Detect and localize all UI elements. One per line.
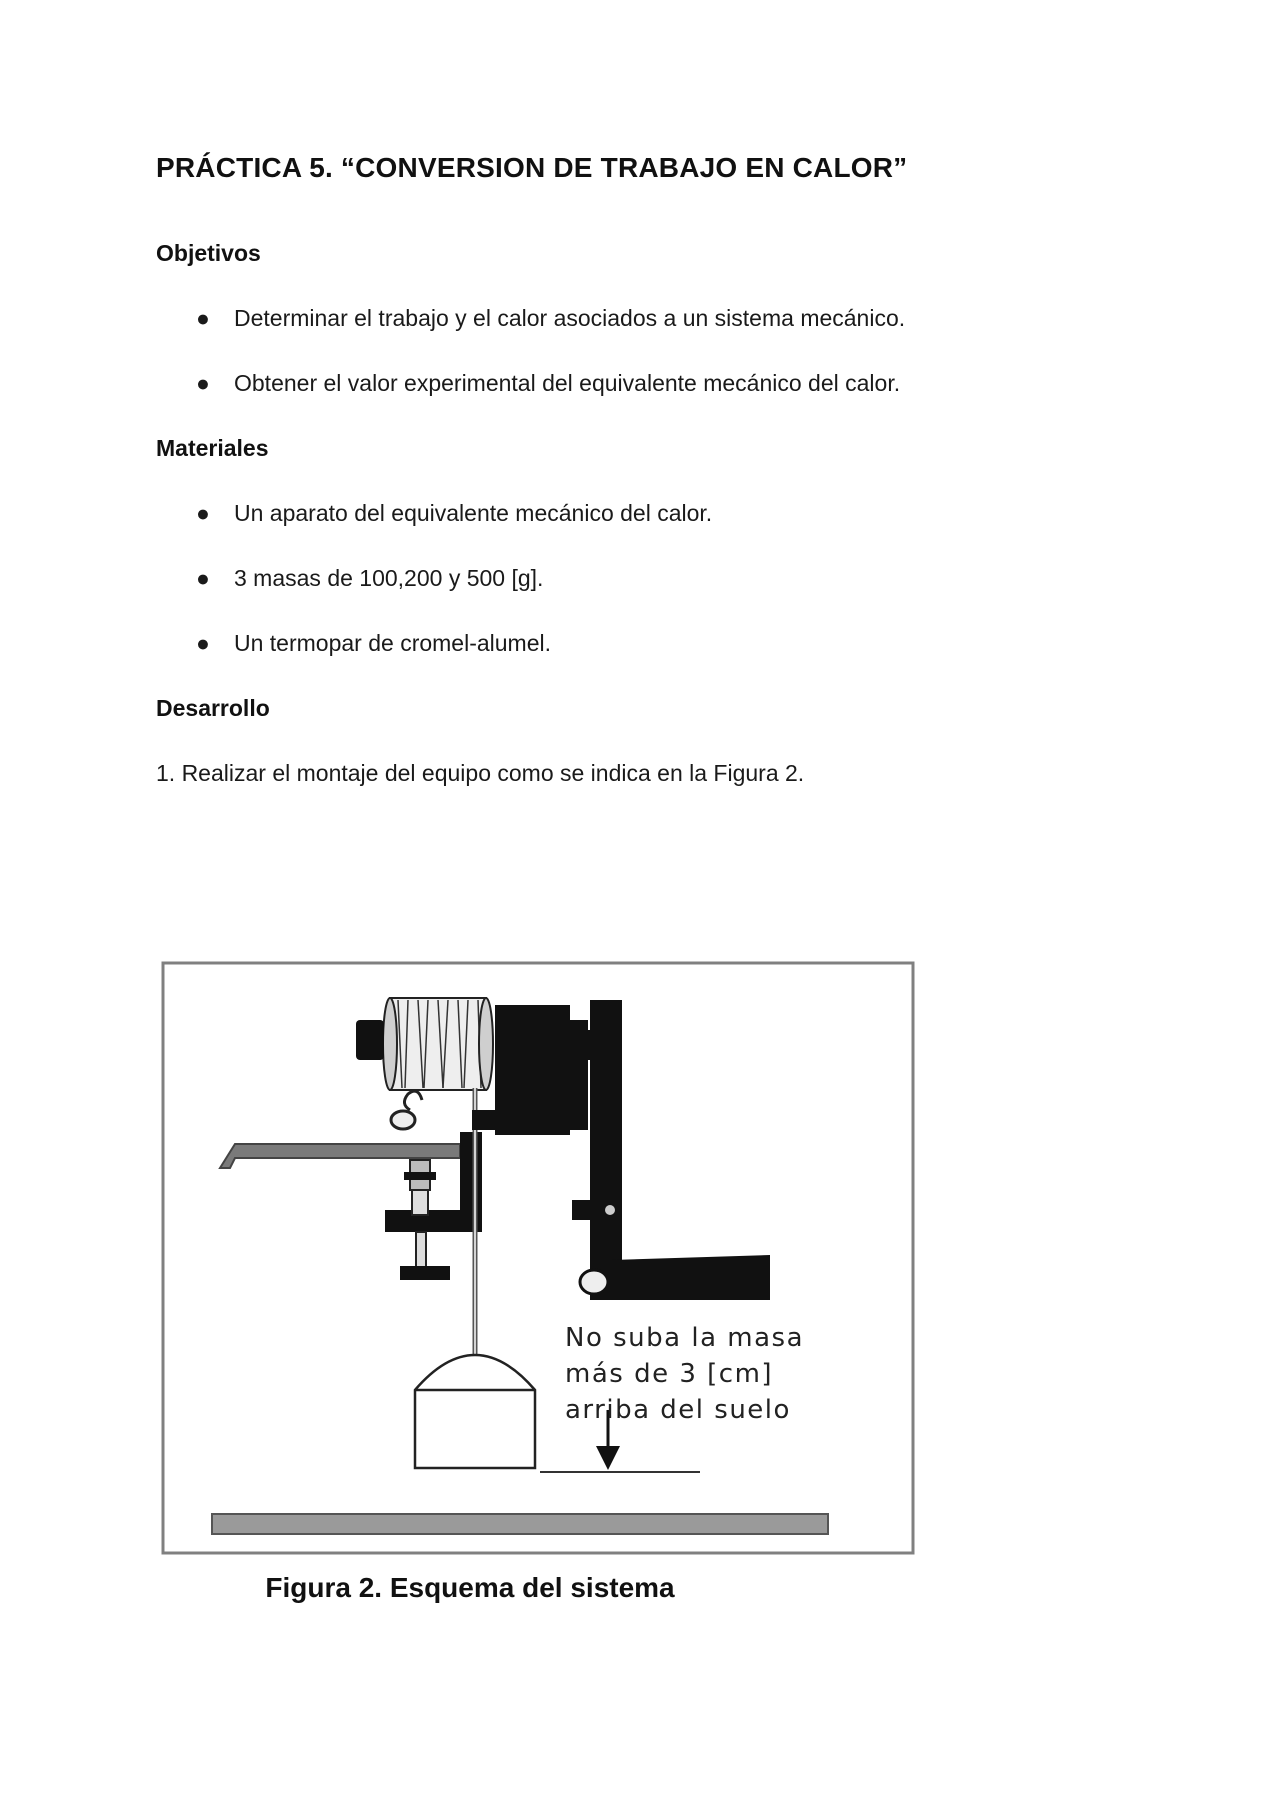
list-item-text: Obtener el valor experimental del equivalente mecánico del calor. [234, 370, 901, 396]
floor-bar [212, 1514, 828, 1534]
page-title: PRÁCTICA 5. “CONVERSION DE TRABAJO EN CALOR” [156, 152, 908, 183]
apparatus-diagram [160, 960, 920, 1560]
section-heading-materiales: Materiales [156, 435, 269, 461]
bullet-icon: ● [196, 305, 210, 331]
figure-note-line: No suba la masa [565, 1323, 805, 1353]
figure-note-line: más de 3 [cm] [565, 1359, 774, 1389]
hanging-mass [415, 1355, 535, 1468]
list-item-text: 3 masas de 100,200 y 500 [g]. [234, 565, 544, 591]
figure-2 [160, 960, 920, 1620]
figure-note [565, 1320, 845, 1428]
section-heading-objetivos: Objetivos [156, 240, 261, 266]
list-item-text: Un termopar de cromel-alumel. [234, 630, 552, 656]
bullet-icon: ● [196, 500, 210, 526]
left-knob [356, 1020, 384, 1060]
bullet-icon: ● [196, 565, 210, 591]
section-heading-desarrollo: Desarrollo [156, 695, 270, 721]
figure-caption: Figura 2. Esquema del sistema [265, 1572, 675, 1603]
clamp-knob [400, 1266, 450, 1280]
step-text: 1. Realizar el montaje del equipo como se indica en la Figura 2. [156, 760, 805, 786]
figure-note-line: arriba del suelo [565, 1395, 791, 1425]
crank-handle [612, 1255, 770, 1300]
bullet-icon: ● [196, 630, 210, 656]
list-item-text: Un aparato del equivalente mecánico del calor. [234, 500, 713, 526]
bullet-icon: ● [196, 370, 210, 396]
list-item-text: Determinar el trabajo y el calor asociados a un sistema mecánico. [234, 305, 906, 331]
